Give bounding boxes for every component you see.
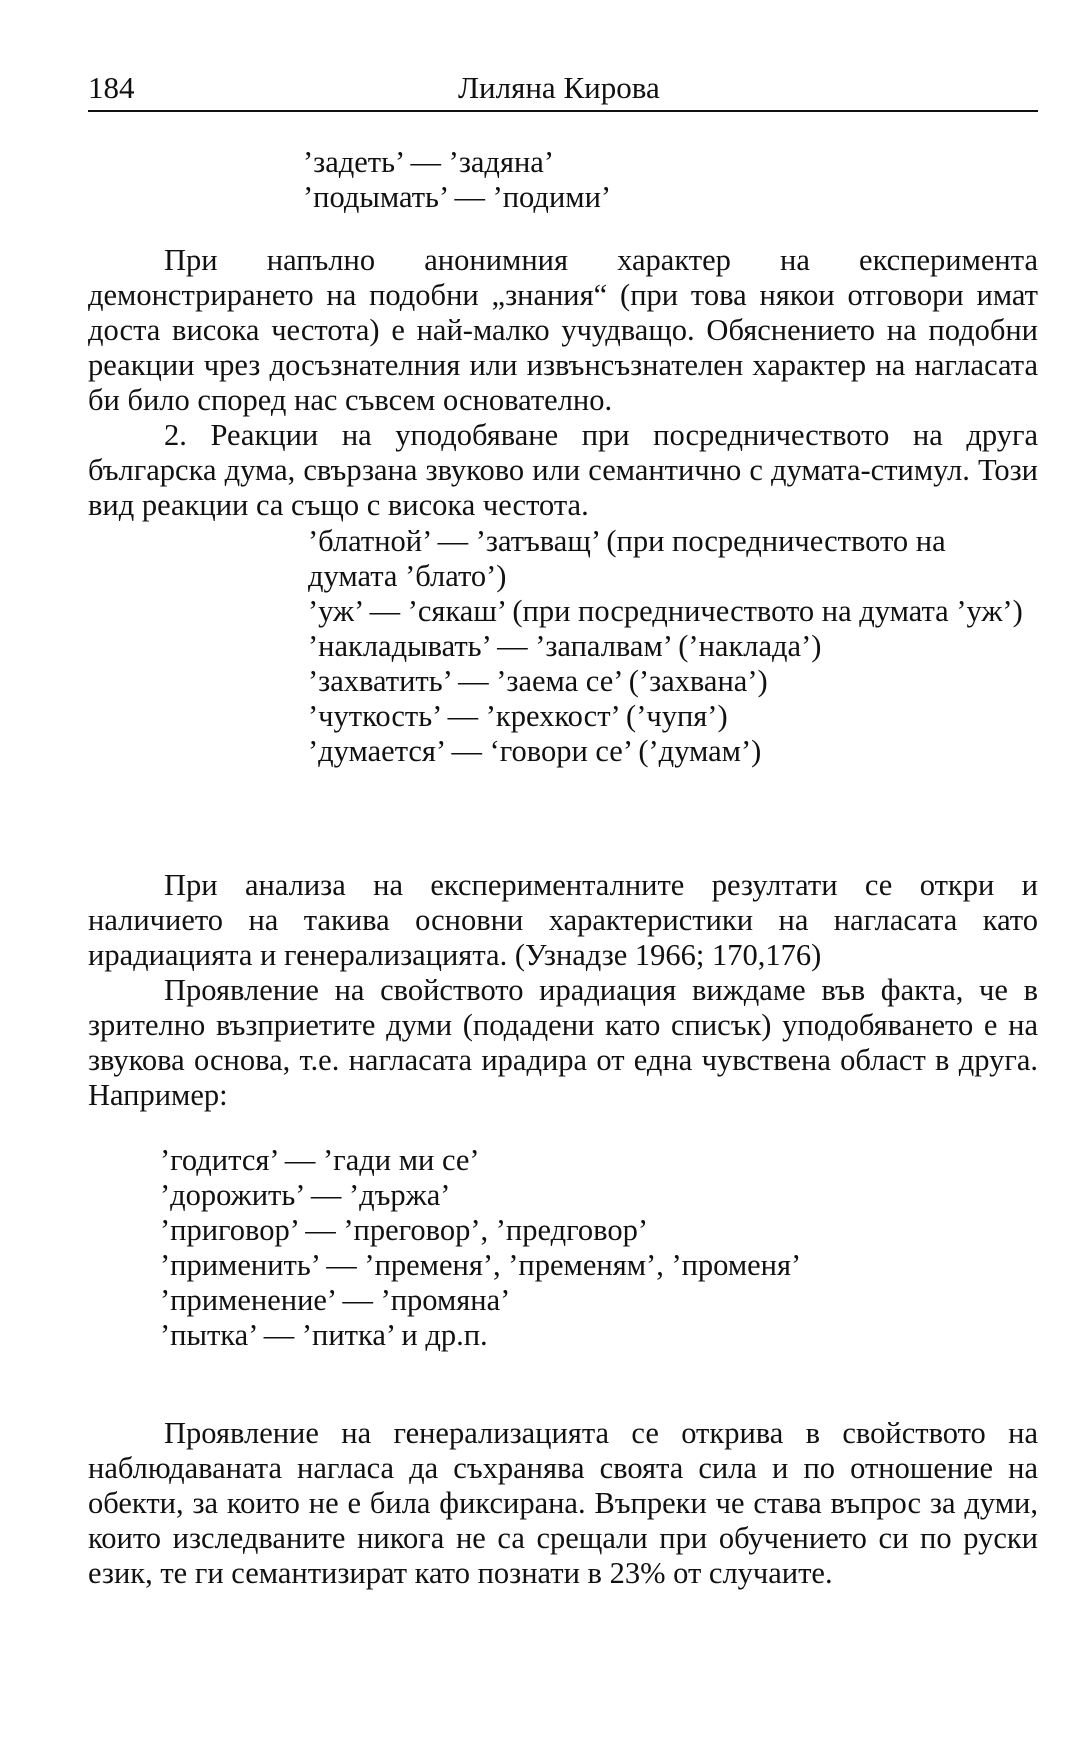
paragraph-4 [88,973,1038,1113]
example-line: ’задеть’ — ’задяна’ [303,145,554,179]
page-number: 184 [88,70,135,105]
running-head [88,66,1038,112]
paragraph-text: 2. Реакции на уподобяване при посредничеството на друга българска дума, свързана звуково или семантично с думата-стимул. Този вид реакции са също с висока честота. [88,418,1038,522]
paragraph-text: При анализа на експерименталните резултати се откри и наличието на такива основни характеристики на нагласата като ирадиацията и генерализацията. (Узнадзе 1966; 170,176) [88,868,1038,972]
paragraph-text: При напълно анонимния характер на експеримента демонстрирането на подобни „знания“ (при това някои отговори имат доста висока честота) е най-малко учудващо. Обяснението на подобни реакции чрез досъзнателния или извънсъзнателен характер на нагласата би било според нас съвсем основателно. [88,243,1038,417]
paragraph-text: Проявление на свойството ирадиация виждаме във факта, че в зрително възприетите думи (подадени като списък) уподобяването е на звукова основа, т.е. нагласата ирадира от една чувствена област в друга. Например: [88,973,1038,1112]
example-line: ’чуткость’ — ’крехкост’ (’чупя’) [308,699,728,733]
examples-top [303,145,903,215]
example-line: ’блатной’ — ’затъващ’ (при посредничеството на думата ’блато’) [308,524,946,593]
example-line: ’применение’ — ’промяна’ [160,1283,511,1317]
example-line: ’приговор’ — ’преговор’, ’предговор’ [160,1213,648,1247]
example-line: ’захватить’ — ’заема се’ (’захвана’) [308,664,768,698]
paragraph-1 [88,243,1038,418]
example-line: ’накладывать’ — ’запалвам’ (’наклада’) [308,629,822,663]
paragraph-5 [88,1416,1038,1591]
example-line: ’годится’ — ’гади ми се’ [160,1143,480,1177]
running-title: Лиляна Кирова [458,70,660,105]
example-line: ’дорожить’ — ’държа’ [160,1178,451,1212]
example-line: ’подымать’ — ’подими’ [303,180,612,214]
example-line: ’применить’ — ’пременя’, ’пременям’, ’променя’ [160,1248,802,1282]
example-line: ’пытка’ — ’питка’ и др.п. [160,1318,488,1352]
paragraph-text: Проявление на генерализацията се открива в свойството на наблюдаваната нагласа да съхранява своята сила и по отношение на обекти, за които не е била фиксирана. Въпреки че става въпрос за думи, които изследваните никога не са срещали при обучението си по руски език, те ги семантизират като познати в 23% от случаите. [88,1416,1038,1590]
examples-bottom [160,1143,960,1353]
paragraph-3 [88,868,1038,973]
examples-middle [308,524,1038,769]
example-line: ’уж’ — ’сякаш’ (при посредничеството на думата ’уж’) [308,594,1023,628]
example-line: ’думается’ — ‘говори се’ (’думам’) [308,734,762,768]
paragraph-2 [88,418,1038,523]
